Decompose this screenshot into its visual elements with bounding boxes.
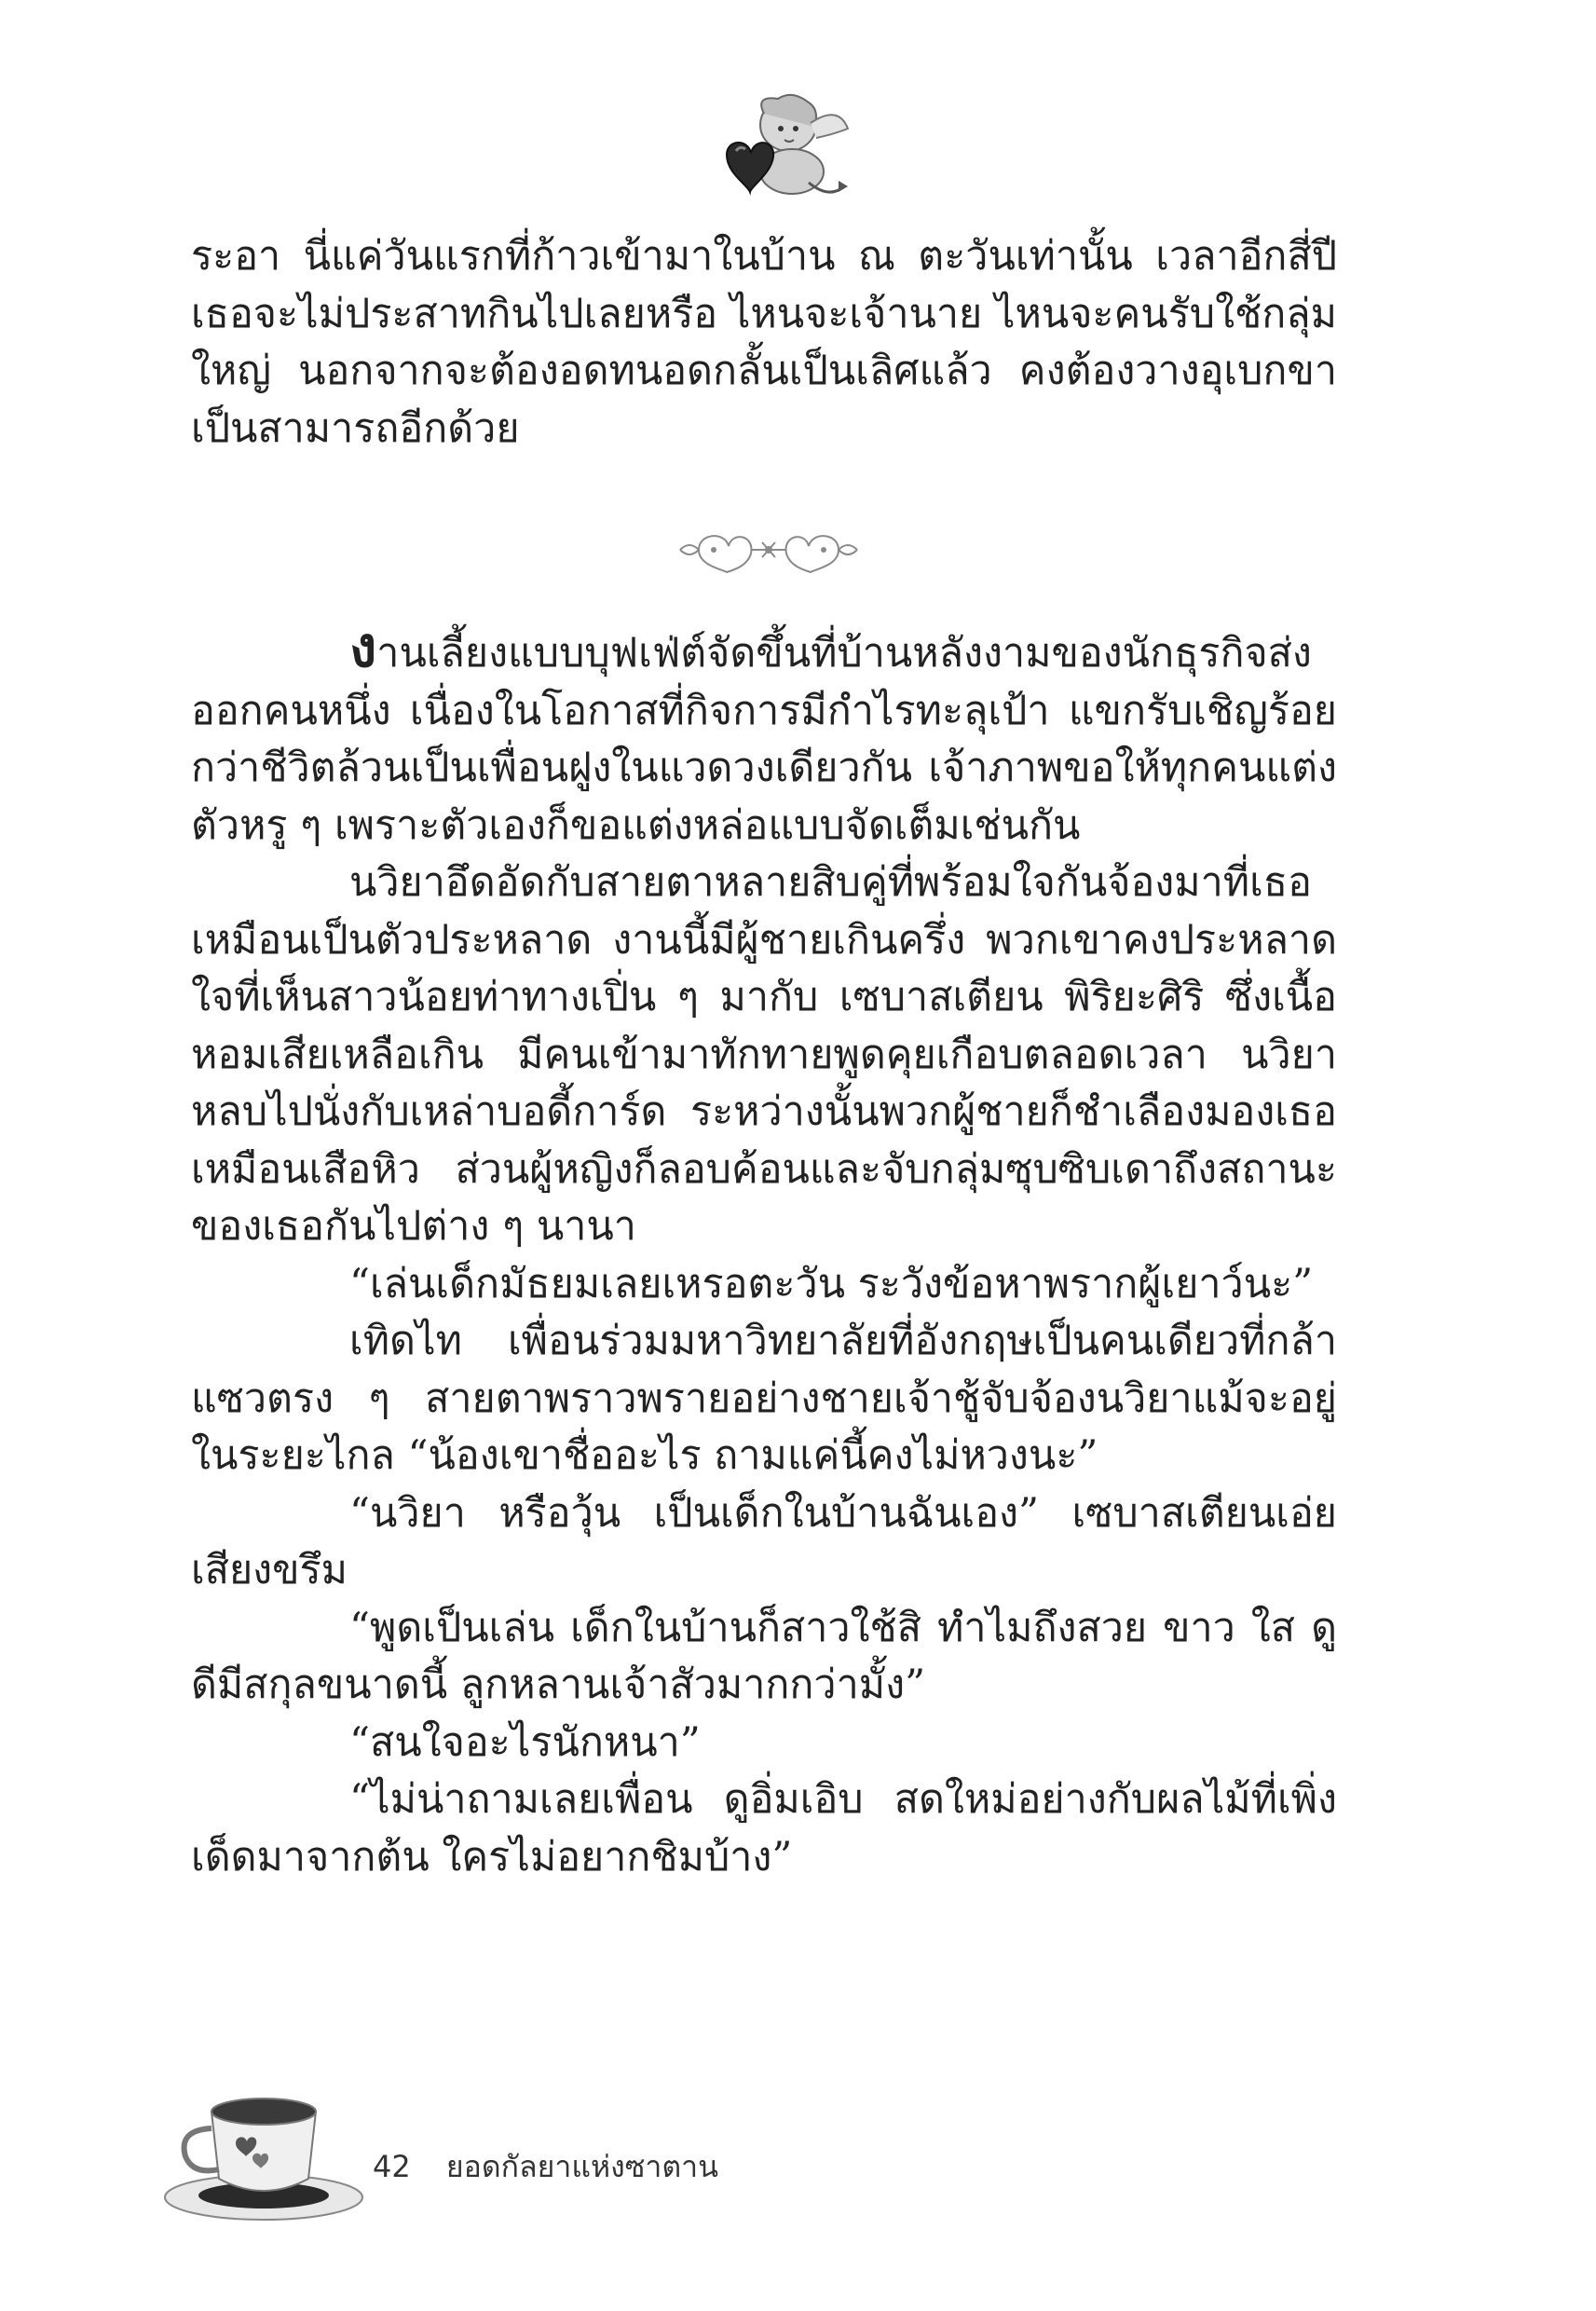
drop-cap-letter: ง	[349, 615, 377, 680]
body-paragraph: นวิยาอึดอัดกับสายตาหลายสิบคู่ที่พร้อมใจกันจ้องมาที่เธอเหมือนเป็นตัวประหลาด งานนี้มีผู้ชายเกินครึ่ง พวกเขาคงประหลาดใจที่เห็นสาวน้อยท่าทางเปิ่น ๆ มากับ เซบาสเตียน พิริยะศิริ ซึ่งเนื้อหอมเสียเหลือเกิน มีคนเข้ามาทักทายพูดคุยเกือบตลอดเวลา นวิยาหลบไปนั่งกับเหล่าบอดี้การ์ด ระหว่างนั้นพวกผู้ชายก็ชำเลืองมองเธอเหมือนเสือหิว ส่วนผู้หญิงก็ลอบค้อนและจับกลุ่มซุบซิบเดาถึงสถานะของเธอกันไปต่าง ๆ นานา	[191, 859, 1337, 1250]
dialogue-paragraph: “นวิยา หรือวุ้น เป็นเด็กในบ้านฉันเอง” เซบาสเตียนเอ่ยเสียงขรึม	[191, 1489, 1337, 1593]
dialogue-paragraph: “สนใจอะไรนักหนา”	[349, 1718, 701, 1766]
section-text-block	[191, 615, 1337, 1886]
body-paragraph: เทิดไท เพื่อนร่วมมหาวิทยาลัยที่อังกฤษเป็นคนเดียวที่กล้าแซวตรง ๆ สายตาพราวพรายอย่างชายเจ้าชู้จับจ้องนวิยาแม้จะอยู่ในระยะไกล “น้องเขาชื่ออะไร ถามแค่นี้คงไม่หวงนะ”	[191, 1318, 1337, 1479]
continuation-paragraph: ระอา นี่แค่วันแรกที่ก้าวเข้ามาในบ้าน ณ ตะวันเท่านั้น เวลาอีกสี่ปีเธอจะไม่ประสาทกินไปเลยหรือ ไหนจะเจ้านาย ไหนจะคนรับใช้กลุ่มใหญ่ นอกจากจะต้องอดทนอดกลั้นเป็นเลิศแล้ว คงต้องวางอุเบกขาเป็นสามารถอีกด้วย	[191, 233, 1337, 452]
paragraph-text: านเลี้ยงแบบบุฟเฟ่ต์จัดขึ้นที่บ้านหลังงามของนักธุรกิจส่งออกคนหนึ่ง เนื่องในโอกาสที่กิจการมีกำไรทะลุเป้า แขกรับเชิญร้อยกว่าชีวิตล้วนเป็นเพื่อนฝูงในแวดวงเดียวกัน เจ้าภาพขอให้ทุกคนแต่งตัวหรู ๆ เพราะตัวเองก็ขอแต่งหล่อแบบจัดเต็มเช่นกัน	[191, 630, 1337, 849]
dialogue-paragraph: “พูดเป็นเล่น เด็กในบ้านก็สาวใช้สิ ทำไมถึงสวย ขาว ใส ดูดีมีสกุลขนาดนี้ ลูกหลานเจ้าสัวมากกว่ามั้ง”	[191, 1604, 1337, 1708]
section-opening-paragraph	[191, 615, 1337, 855]
ornamental-divider-icon	[671, 522, 866, 578]
coffee-cup-hearts-icon	[154, 2085, 368, 2225]
book-title: ยอดกัลยาแห่งซาตาน	[445, 2149, 718, 2184]
continuation-paragraph-block	[191, 228, 1337, 458]
page-footer	[373, 2143, 718, 2191]
page-number: 42	[373, 2149, 411, 2184]
dialogue-paragraph: “ไม่น่าถามเลยเพื่อน ดูอิ่มเอิบ สดใหม่อย่างกับผลไม้ที่เพิ่งเด็ดมาจากต้น ใครไม่อยากชิมบ้าง”	[191, 1776, 1337, 1880]
cherub-with-heart-icon	[699, 86, 857, 207]
dialogue-paragraph: “เล่นเด็กมัธยมเลยเหรอตะวัน ระวังข้อหาพรากผู้เยาว์นะ”	[349, 1260, 1314, 1307]
